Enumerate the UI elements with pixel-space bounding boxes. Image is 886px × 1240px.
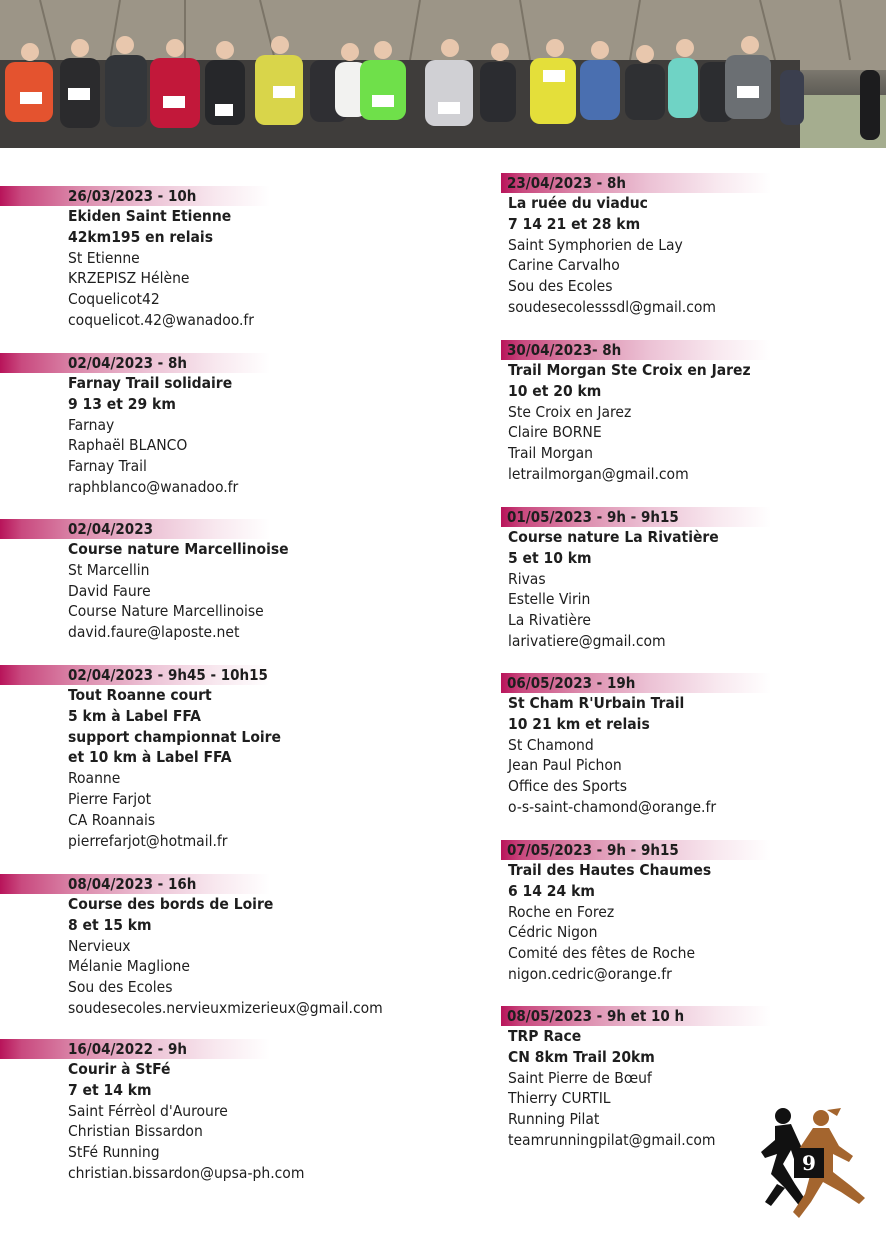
event-location: Rivas (508, 569, 546, 588)
event-distance: 10 21 km et relais (508, 714, 650, 733)
event-title: Ekiden Saint Etienne (68, 207, 232, 225)
event-date-banner (501, 1006, 684, 1026)
event-organizer: La Rivatière (508, 611, 591, 630)
event-location: St Etienne (68, 248, 140, 267)
event-title: St Cham R'Urbain Trail (508, 694, 685, 712)
event-distance: 8 et 15 km (68, 915, 152, 934)
event-title: Trail des Hautes Chaumes (508, 861, 712, 879)
event-location: St Marcellin (68, 560, 150, 579)
event-details (508, 527, 719, 652)
event-details (508, 860, 711, 985)
event-organizer: Trail Morgan (508, 444, 593, 463)
event-organizer: Farnay Trail (68, 457, 147, 476)
event-email[interactable]: coquelicot.42@wanadoo.fr (68, 310, 255, 329)
event-date-banner (501, 340, 621, 360)
event-organizer: StFé Running (68, 1143, 160, 1162)
event-location: Nervieux (68, 936, 131, 955)
event-title: Course nature Marcellinoise (68, 540, 289, 558)
event-location: Ste Croix en Jarez (508, 402, 632, 421)
event-date: 07/05/2023 - 9h - 9h15 (507, 841, 679, 859)
event-location: Saint Férrèol d'Auroure (68, 1101, 228, 1120)
event-organizer: CA Roannais (68, 810, 156, 829)
event-organizer: Running Pilat (508, 1110, 600, 1129)
event-contact: Mélanie Maglione (68, 957, 190, 976)
event-date: 02/04/2023 (68, 520, 153, 538)
event-details (508, 193, 716, 318)
event-email[interactable]: nigon.cedric@orange.fr (508, 964, 672, 983)
event-contact: Claire BORNE (508, 423, 602, 442)
event-date-banner (0, 353, 187, 373)
event-date-banner (0, 874, 196, 894)
event-contact: Carine Carvalho (508, 256, 620, 275)
event-contact: Cédric Nigon (508, 923, 598, 942)
event-email[interactable]: soudesecolesssdl@gmail.com (508, 297, 716, 316)
event-title: Course des bords de Loire (68, 895, 274, 913)
event-title: Course nature La Rivatière (508, 528, 719, 546)
event-details (508, 693, 716, 818)
event-email[interactable]: david.faure@laposte.net (68, 623, 240, 642)
event-distance: 6 14 24 km (508, 881, 595, 900)
event-date: 16/04/2022 - 9h (68, 1040, 187, 1058)
event-distance: 10 et 20 km (508, 381, 602, 400)
event-distance: CN 8km Trail 20km (508, 1047, 655, 1066)
event-location: Saint Pierre de Bœuf (508, 1068, 652, 1087)
event-location: St Chamond (508, 735, 594, 754)
event-organizer: Sou des Ecoles (68, 978, 173, 997)
event-distance: 5 et 10 km (508, 548, 592, 567)
event-details (508, 360, 751, 485)
event-contact: Thierry CURTIL (508, 1089, 611, 1108)
event-details (68, 373, 238, 498)
event-contact: Pierre Farjot (68, 789, 152, 808)
event-distance: 7 14 21 et 28 km (508, 214, 641, 233)
event-date-banner (0, 186, 196, 206)
event-location: Roche en Forez (508, 902, 615, 921)
event-date: 06/05/2023 - 19h (507, 674, 636, 692)
event-email[interactable]: raphblanco@wanadoo.fr (68, 477, 239, 496)
event-organizer: Coquelicot42 (68, 290, 160, 309)
event-location: Saint Symphorien de Lay (508, 235, 683, 254)
event-distance: 9 13 et 29 km (68, 394, 176, 413)
event-date: 08/04/2023 - 16h (68, 875, 197, 893)
event-contact: David Faure (68, 581, 151, 600)
event-date-banner (501, 673, 635, 693)
event-date: 02/04/2023 - 9h45 - 10h15 (68, 666, 268, 684)
event-email[interactable]: christian.bissardon@upsa-ph.com (68, 1163, 305, 1182)
event-email[interactable]: larivatiere@gmail.com (508, 631, 666, 650)
event-location: Farnay (68, 415, 115, 434)
event-details (508, 1026, 716, 1151)
event-email[interactable]: o-s-saint-chamond@orange.fr (508, 797, 717, 816)
event-contact: Raphaël BLANCO (68, 436, 188, 455)
event-contact: Estelle Virin (508, 590, 591, 609)
event-date: 26/03/2023 - 10h (68, 187, 197, 205)
event-date-banner (0, 665, 268, 685)
event-date-banner (501, 173, 626, 193)
event-date-banner (0, 1039, 187, 1059)
event-distance: 7 et 14 km (68, 1080, 152, 1099)
event-date-banner (0, 519, 153, 539)
event-title: TRP Race (508, 1027, 582, 1045)
event-details (68, 206, 254, 331)
header-photo-runners (0, 0, 886, 148)
event-date: 08/05/2023 - 9h et 10 h (507, 1007, 685, 1025)
event-organizer: Office des Sports (508, 777, 627, 796)
event-date: 02/04/2023 - 8h (68, 354, 187, 372)
event-distance: 5 km à Label FFA (68, 706, 201, 725)
page-number-emblem (761, 1106, 871, 1228)
event-email[interactable]: pierrefarjot@hotmail.fr (68, 831, 228, 850)
event-distance: 42km195 en relais (68, 227, 214, 246)
event-contact: KRZEPISZ Hélène (68, 269, 190, 288)
page-number: 9 (802, 1151, 816, 1175)
event-title: La ruée du viaduc (508, 194, 648, 212)
event-date: 30/04/2023- 8h (507, 341, 622, 359)
event-title: Courir à StFé (68, 1060, 171, 1078)
event-organizer: Comité des fêtes de Roche (508, 944, 696, 963)
event-date-banner (501, 840, 679, 860)
event-details (68, 894, 383, 1019)
runners-silhouette-icon (761, 1106, 871, 1228)
event-details (68, 539, 289, 643)
event-organizer: Course Nature Marcellinoise (68, 602, 264, 621)
event-date: 01/05/2023 - 9h - 9h15 (507, 508, 679, 526)
event-location: Roanne (68, 769, 121, 788)
event-distance: support championnat Loire (68, 727, 282, 746)
event-email[interactable]: soudesecoles.nervieuxmizerieux@gmail.com (68, 998, 383, 1017)
event-title: Trail Morgan Ste Croix en Jarez (508, 361, 751, 379)
event-date-banner (501, 507, 679, 527)
event-email[interactable]: teamrunningpilat@gmail.com (508, 1130, 716, 1149)
event-title: Farnay Trail solidaire (68, 374, 233, 392)
event-date: 23/04/2023 - 8h (507, 174, 626, 192)
event-distance: et 10 km à Label FFA (68, 748, 232, 767)
event-details (68, 685, 281, 851)
event-title: Tout Roanne court (68, 686, 212, 704)
event-email[interactable]: letrailmorgan@gmail.com (508, 464, 689, 483)
event-contact: Jean Paul Pichon (508, 756, 622, 775)
event-contact: Christian Bissardon (68, 1122, 203, 1141)
event-organizer: Sou des Ecoles (508, 277, 613, 296)
event-details (68, 1059, 304, 1184)
